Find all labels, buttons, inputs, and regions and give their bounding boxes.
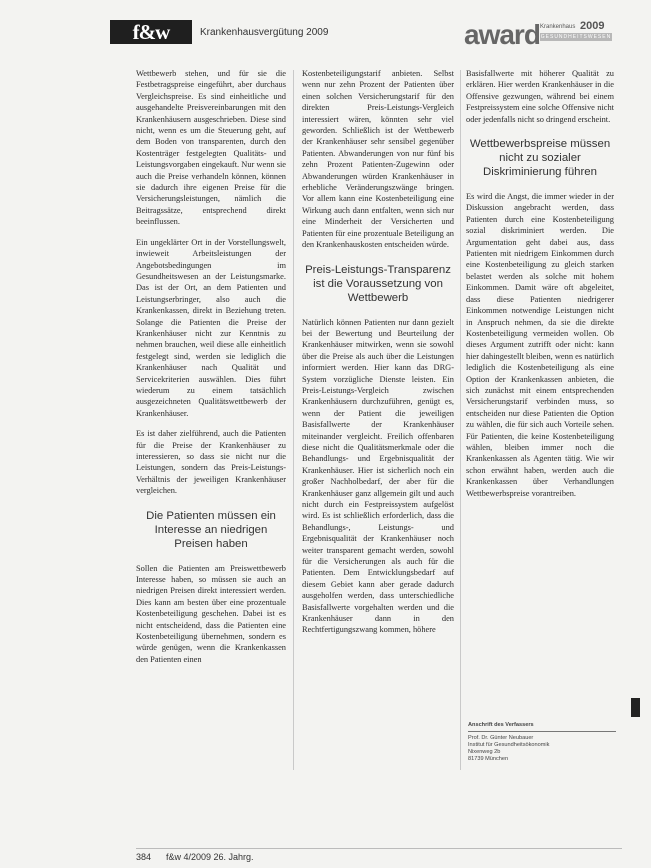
author-line: Nixenweg 2b bbox=[468, 749, 501, 755]
text-column-2 bbox=[302, 68, 454, 645]
divider bbox=[468, 731, 616, 732]
column-divider bbox=[460, 70, 461, 770]
section-heading: Preis-Leistungs-Transparenz ist die Voraussetzung von Wettbewerb bbox=[305, 263, 451, 304]
paragraph: Wettbewerb stehen, und für sie die Festbetragspreise eingeführt, aber durchaus Vergleichspreise. Es sind einheitliche und ausgehandelte Preisvereinbarungen mit den Krankenhäusern ausgeschrieben. Diese sind nicht, wenn es um die Steuerung geht, auf dem Boden von transparenten, durch den Kostenträger festgelegten Qualitäts- und Leistungsvorgaben eingekauft. Nur wenn sie auch die Preise verhandeln können, können sie dadurch ihre eigenen Preise für die Versicherungsleistungen, nämlich die Beitragssätze, entsprechend direkt beeinflussen. bbox=[136, 69, 286, 227]
section-heading: Wettbewerbspreise müssen nicht zu sozialer Diskriminierung führen bbox=[469, 138, 611, 179]
paragraph: Sollen die Patienten am Preiswettbewerb Interesse haben, so müssen sie auch an niedrigen Preisen direkt interessiert werden. Dies kann am besten über eine prozentuale Kostenbeteiligung geschehen. Dabei ist es nicht entscheidend, dass die Patienten eine Kostenbeteiligung übernehmen, sondern es würde genügen, wenn die Krankenkassen den Patienten einen bbox=[136, 563, 286, 664]
column-divider bbox=[293, 70, 294, 770]
award-year: 2009 bbox=[580, 20, 605, 32]
section-heading: Die Patienten müssen ein Interesse an niedrigen Preisen haben bbox=[146, 509, 276, 550]
award-logo bbox=[464, 20, 614, 50]
author-line: Prof. Dr. Günter Neubauer bbox=[468, 735, 534, 741]
paragraph: Es ist daher zielführend, auch die Patienten für die Preise der Krankenhäuser zu interessieren, so dass sie nicht nur die Leistungen, sondern das Preis-Leistungs-Verhältnis der jeweiligen Krankenhäuser vergleichen. bbox=[136, 429, 286, 496]
author-line: 81739 München bbox=[468, 756, 509, 762]
paragraph: Natürlich können Patienten nur dann gezielt bei der Bewertung und Beurteilung der Krankenhäuser mitwirken, wenn sie sowohl über die Preise als auch über die Leistungen informiert werden. Hier kann das DRG-System vorzügliche Dienste leisten. Ein Preis-Leistungs-Vergleich zwischen Krankenhäusern durchzuführen, genügt es, wenn der Patient die jeweiligen Basisfallwerte der Krankenhäuser miteinander vergleicht. Freilich offenbaren diese nicht die Qualitätsmerkmale oder die Behandlungs- und Ergebnisqualität der Krankenhäuser. Hier ist sicherlich noch ein großer Nachholbedarf, der aber für die Krankenhäuser ganz allgemein gilt und auch nicht durch ein Festpreissystem aufgelöst wird. Es ist schließlich erforderlich, dass die Behandlungs-, Leistungs- und Ergebnisqualität der Krankenhäuser noch weiter transparent gemacht werden, sowohl für die Versicherungen als auch für die Patienten. Dem Entwicklungsbedarf auf diesem Gebiet kann aber gerade dadurch ausgeholfen werden, dass unterschiedliche Basisfallwerte vorgehalten werden und die Krankenhäuser dann in den Rechtfertigungszwang kommen, höhere bbox=[302, 317, 454, 635]
paragraph: Basisfallwerte mit höherer Qualität zu erklären. Hier werden Krankenhäuser in die Offensive gezwungen, während bei einem Festpreissystem eine solche Offensive nicht oder jedenfalls nicht so dringend erscheint. bbox=[466, 69, 614, 124]
end-marker bbox=[631, 698, 640, 717]
text-column-1 bbox=[136, 68, 286, 674]
paragraph: Es wird die Angst, die immer wieder in der Diskussion angebracht werden, dass Patienten durch eine Kostenbeteiligung sozial diskriminiert werden. Die Argumentation geht dabei aus, dass Patienten mit niedrigem Einkommen durch eine Kostenbeteiligung zu gleich starken belastet werden als solche mit hohem Einkommen. Damit wäre oft abgeleitet, dass diese Patienten niedrigerer Einkommen notwendige Leistungen nicht in Anspruch nehmen, da sie die direkte Kostenbeteiligung vermeiden wollen. Ob dieses Argument zutrifft oder nicht: kann hier dahingestellt bleiben, wenn es natürlich lediglich die Kostenbeteiligung als eine Option der Krankenkassen anbieten, die sich zunächst mit einem entsprechenden Versicherungstarif verbinden muss, so entscheiden nur diese Patienten die Option zu wählen, die für sich auch Vorteile sehen. Für Patienten, die keine Kostenbeteiligung wählen, bleiben immer noch die Krankenkassen als Agenten tätig. Wie wir schon erwähnt haben, werden auch die Krankenkassen über Verhandlungen Wettbewerbspreise vorantreiben. bbox=[466, 192, 614, 498]
award-bar: GESUNDHEITSWESEN bbox=[540, 34, 612, 40]
paragraph: Kostenbeteiligungstarif anbieten. Selbst wenn nur zehn Prozent der Patienten über einen solchen Versicherungstarif für den direkten Preis-Leistungs-Vergleich interessiert wären, könnten sehr viel geworden. Schließlich ist der Wettbewerb der Krankenhäuser sehr sensibel gegenüber Patienten. Abwanderungen von nur fünf bis zehn Prozent Patienten-Zugewinn oder Abwanderungen würden Krankenhäuser in erhebliche Veränderungszwänge bringen. Vor allem kann eine Kostenbeteiligung eine Wirkung auch dann entfalten, wenn sich nur eine Minderheit der Versicherten und Patienten für eine prozentuale Beteiligung an den Krankenhauskosten entscheiden würde. bbox=[302, 69, 454, 250]
author-address-box bbox=[468, 722, 616, 763]
journal-logo: f&w bbox=[110, 20, 192, 44]
author-box-title: Anschrift des Verfassers bbox=[468, 722, 534, 728]
paragraph: Ein ungeklärter Ort in der Vorstellungswelt, inwieweit Arbeitsleistungen der Angebotsbedingungen im Gesundheitswesen an der Leistungsmarke. Das ist der Ort, an dem Patienten und Leistungserbringer, also auch die Krankenkassen, direkt in Beziehung treten. Solange die Patienten die Preise der Krankenhäuser nicht zur Kenntnis zu nehmen brauchen, weil diese alle einheitlich festgelegt sind, werden sie lediglich die Krankenhäuser nach Qualität und Servicekriterien auswählen. Dies führt wiederum zu einem tatsächlich ausgezeichneten Qualitätswettbewerb der Krankenhäuser. bbox=[136, 237, 286, 418]
running-title: Krankenhausvergütung 2009 bbox=[200, 27, 329, 38]
footer-divider bbox=[136, 848, 622, 849]
text-column-3 bbox=[466, 68, 614, 508]
award-subtitle: Krankenhaus bbox=[540, 24, 576, 30]
issue-info: f&w 4/2009 26. Jahrg. bbox=[166, 852, 254, 862]
page-number: 384 bbox=[136, 852, 152, 862]
author-line: Institut für Gesundheitsökonomik bbox=[468, 742, 550, 748]
page-header bbox=[0, 0, 651, 56]
award-word: award bbox=[464, 19, 540, 50]
